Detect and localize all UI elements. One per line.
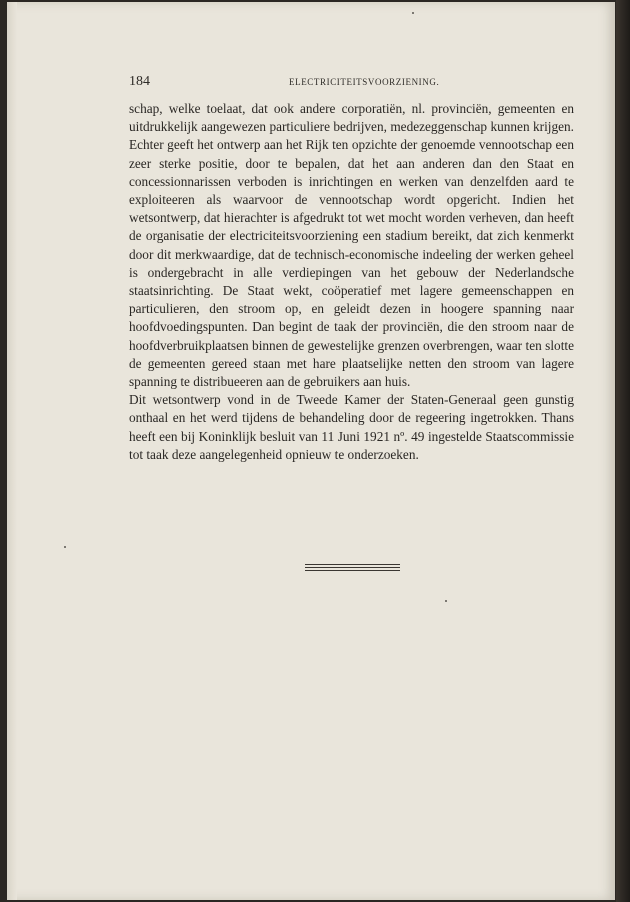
paragraph: schap, welke toelaat, dat ook andere corporatiën, nl. provinciën, gemeenten en uitdrukkelijk aangewezen particuliere bedrijven, medezeggenschap kunnen krijgen. Echter geeft het ontwerp aan het Rijk ten opzichte der genoemde vennootschap een zeer sterke positie, door te bepalen, dat het aan anderen dan den Staat en concessionnarissen verboden is inrichtingen en werken van denzelfden aard te exploiteeren als waarvoor de vennootschap wordt opgericht. Indien het wetsontwerp, dat hierachter is afgedrukt tot wet mocht worden verheven, dan heeft de organisatie der electriciteitsvoorziening een stadium bereikt, dat zich kenmerkt door dit merkwaardige, dat de technisch-economische indeeling der werken geheel is ondergebracht in alle verdiepingen van het gebouw der Nederlandsche staatsinrichting. De Staat wekt, coöperatief met lagere gemeenschappen en particulieren, den stroom op, en geleidt dezen in hoogere spanning naar hoofdvoedingspunten. Dan begint de taak der provinciën, die den stroom naar de hoofdverbruikplaatsen binnen de gewestelijke grenzen overbrengen, waar ten slotte de gemeenten gereed staan met hare plaatselijke netten den stroom van lagere spanning te distribueeren aan de gebruikers aan huis. (129, 101, 574, 390)
page-header (129, 74, 574, 92)
paper-speck (64, 546, 66, 548)
divider-line (305, 564, 400, 565)
section-divider (305, 564, 400, 573)
running-title: ELECTRICITEITSVOORZIENING. (289, 77, 440, 87)
body-text (129, 100, 574, 464)
paper-speck (445, 600, 447, 602)
page-number: 184 (129, 74, 150, 89)
paper-speck (412, 12, 414, 14)
divider-line (305, 567, 400, 568)
book-spine (616, 0, 630, 902)
page-edge (7, 2, 17, 900)
divider-line (305, 570, 400, 571)
paragraph: Dit wetsontwerp vond in de Tweede Kamer der Staten-Generaal geen gunstig onthaal en het werd tijdens de behandeling door de regeering ingetrokken. Thans heeft een bij Koninklijk besluit van 11 Juni 1921 nº. 49 ingestelde Staatscommissie tot taak deze aangelegenheid opnieuw te onderzoeken. (129, 392, 574, 462)
